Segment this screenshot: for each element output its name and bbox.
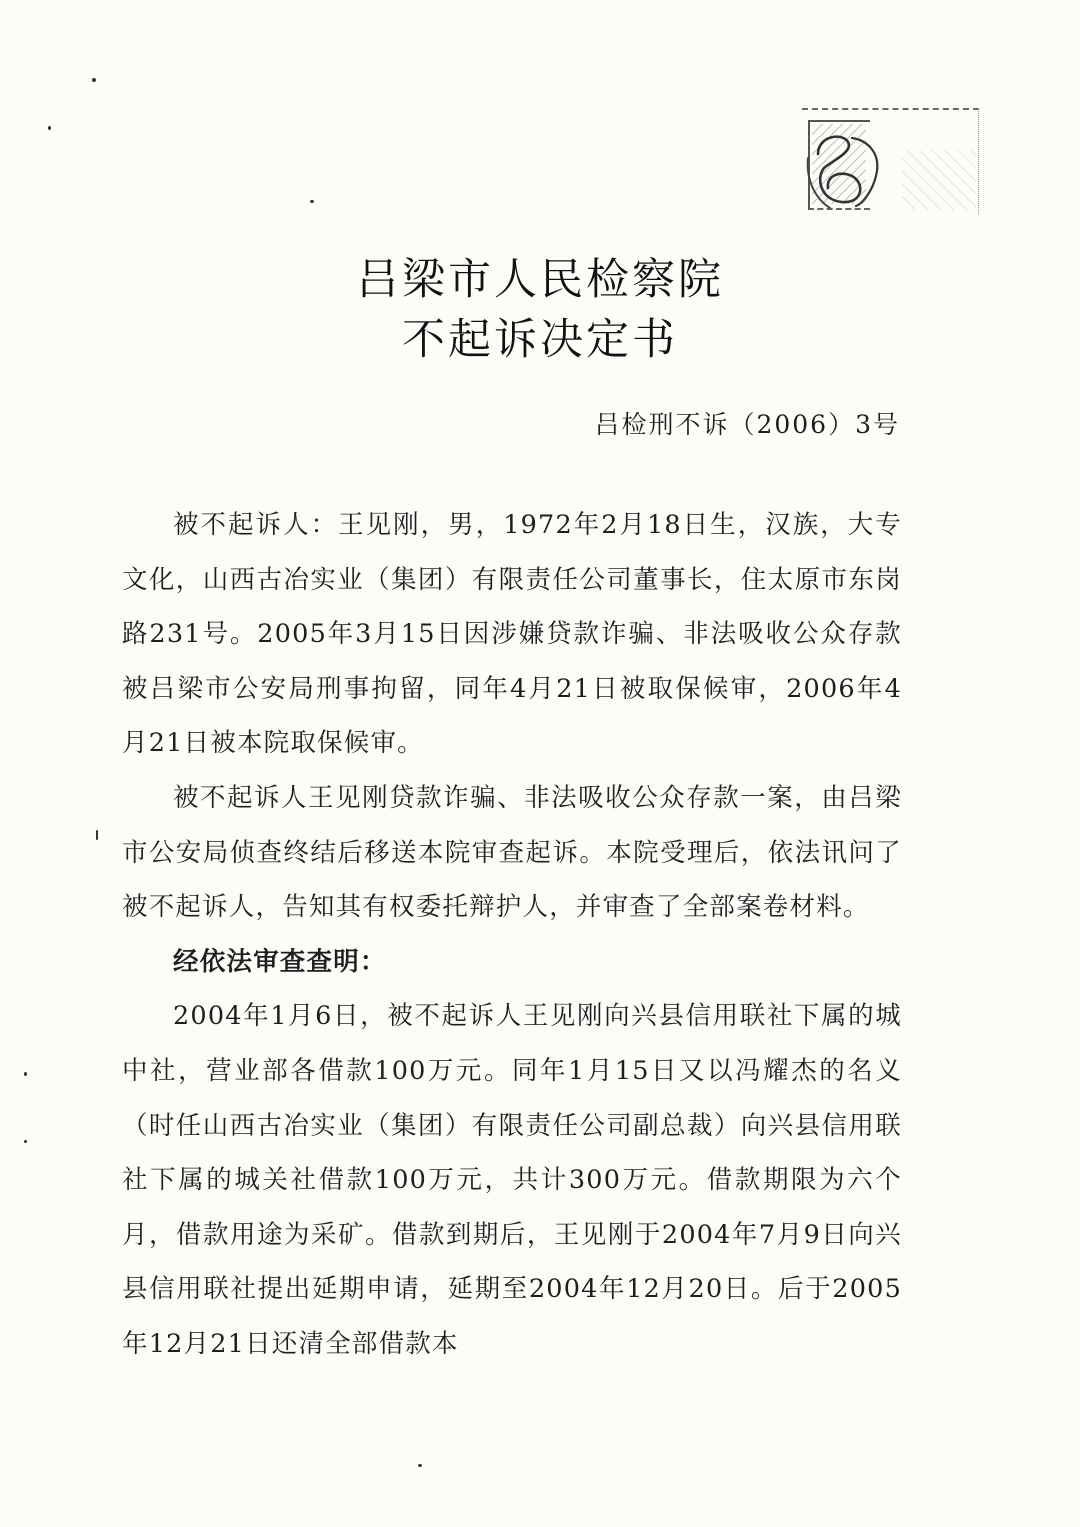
document-type-title: 不起诉决定书 <box>402 315 678 365</box>
findings-heading: 经依法审查查明： <box>173 946 387 977</box>
organization-title: 吕梁市人民检察院 <box>356 255 724 305</box>
case-transfer-paragraph: 被不起诉人王见刚贷款诈骗、非法吸收公众存款一案，由吕梁市公安局侦查终结后移送本院审查起诉。本院受理后，依法讯问了被不起诉人，告知其有权委托辩护人，并审查了全部案卷材料。 <box>122 782 902 923</box>
scan-speck <box>310 200 314 203</box>
stamp-texture <box>902 150 976 210</box>
document-number: 吕检刑不诉（2006）3号 <box>594 410 900 439</box>
scan-speck <box>24 1140 27 1143</box>
scan-speck <box>48 126 51 130</box>
scan-speck <box>418 1464 422 1467</box>
defendant-info-paragraph: 被不起诉人：王见刚，男，1972年2月18日生，汉族，大专文化，山西古冶实业（集团）有限责任公司董事长，住太原市东岗路231号。2005年3月15日因涉嫌贷款诈骗、非法吸收公众存款被吕梁市公安局刑事拘留，同年4月21日被取保候审，2006年4月21日被本院取保候审。 <box>122 510 902 759</box>
scan-speck <box>24 1072 27 1076</box>
document-body <box>122 498 902 1372</box>
scan-speck <box>92 78 96 82</box>
findings-paragraph: 2004年1月6日，被不起诉人王见刚向兴县信用联社下属的城中社，营业部各借款100万元。同年1月15日又以冯耀杰的名义（时任山西古冶实业（集团）有限责任公司副总裁）向兴县信用联社下属的城关社借款100万元，共计300万元。借款期限为六个月，借款用途为采矿。借款到期后，王见刚于2004年7月9日向兴县信用联社提出延期申请，延期至2004年12月20日。后于2005年12月21日还清全部借款本 <box>122 1001 902 1359</box>
handwritten-page-number <box>800 118 890 214</box>
scan-speck <box>96 830 98 840</box>
